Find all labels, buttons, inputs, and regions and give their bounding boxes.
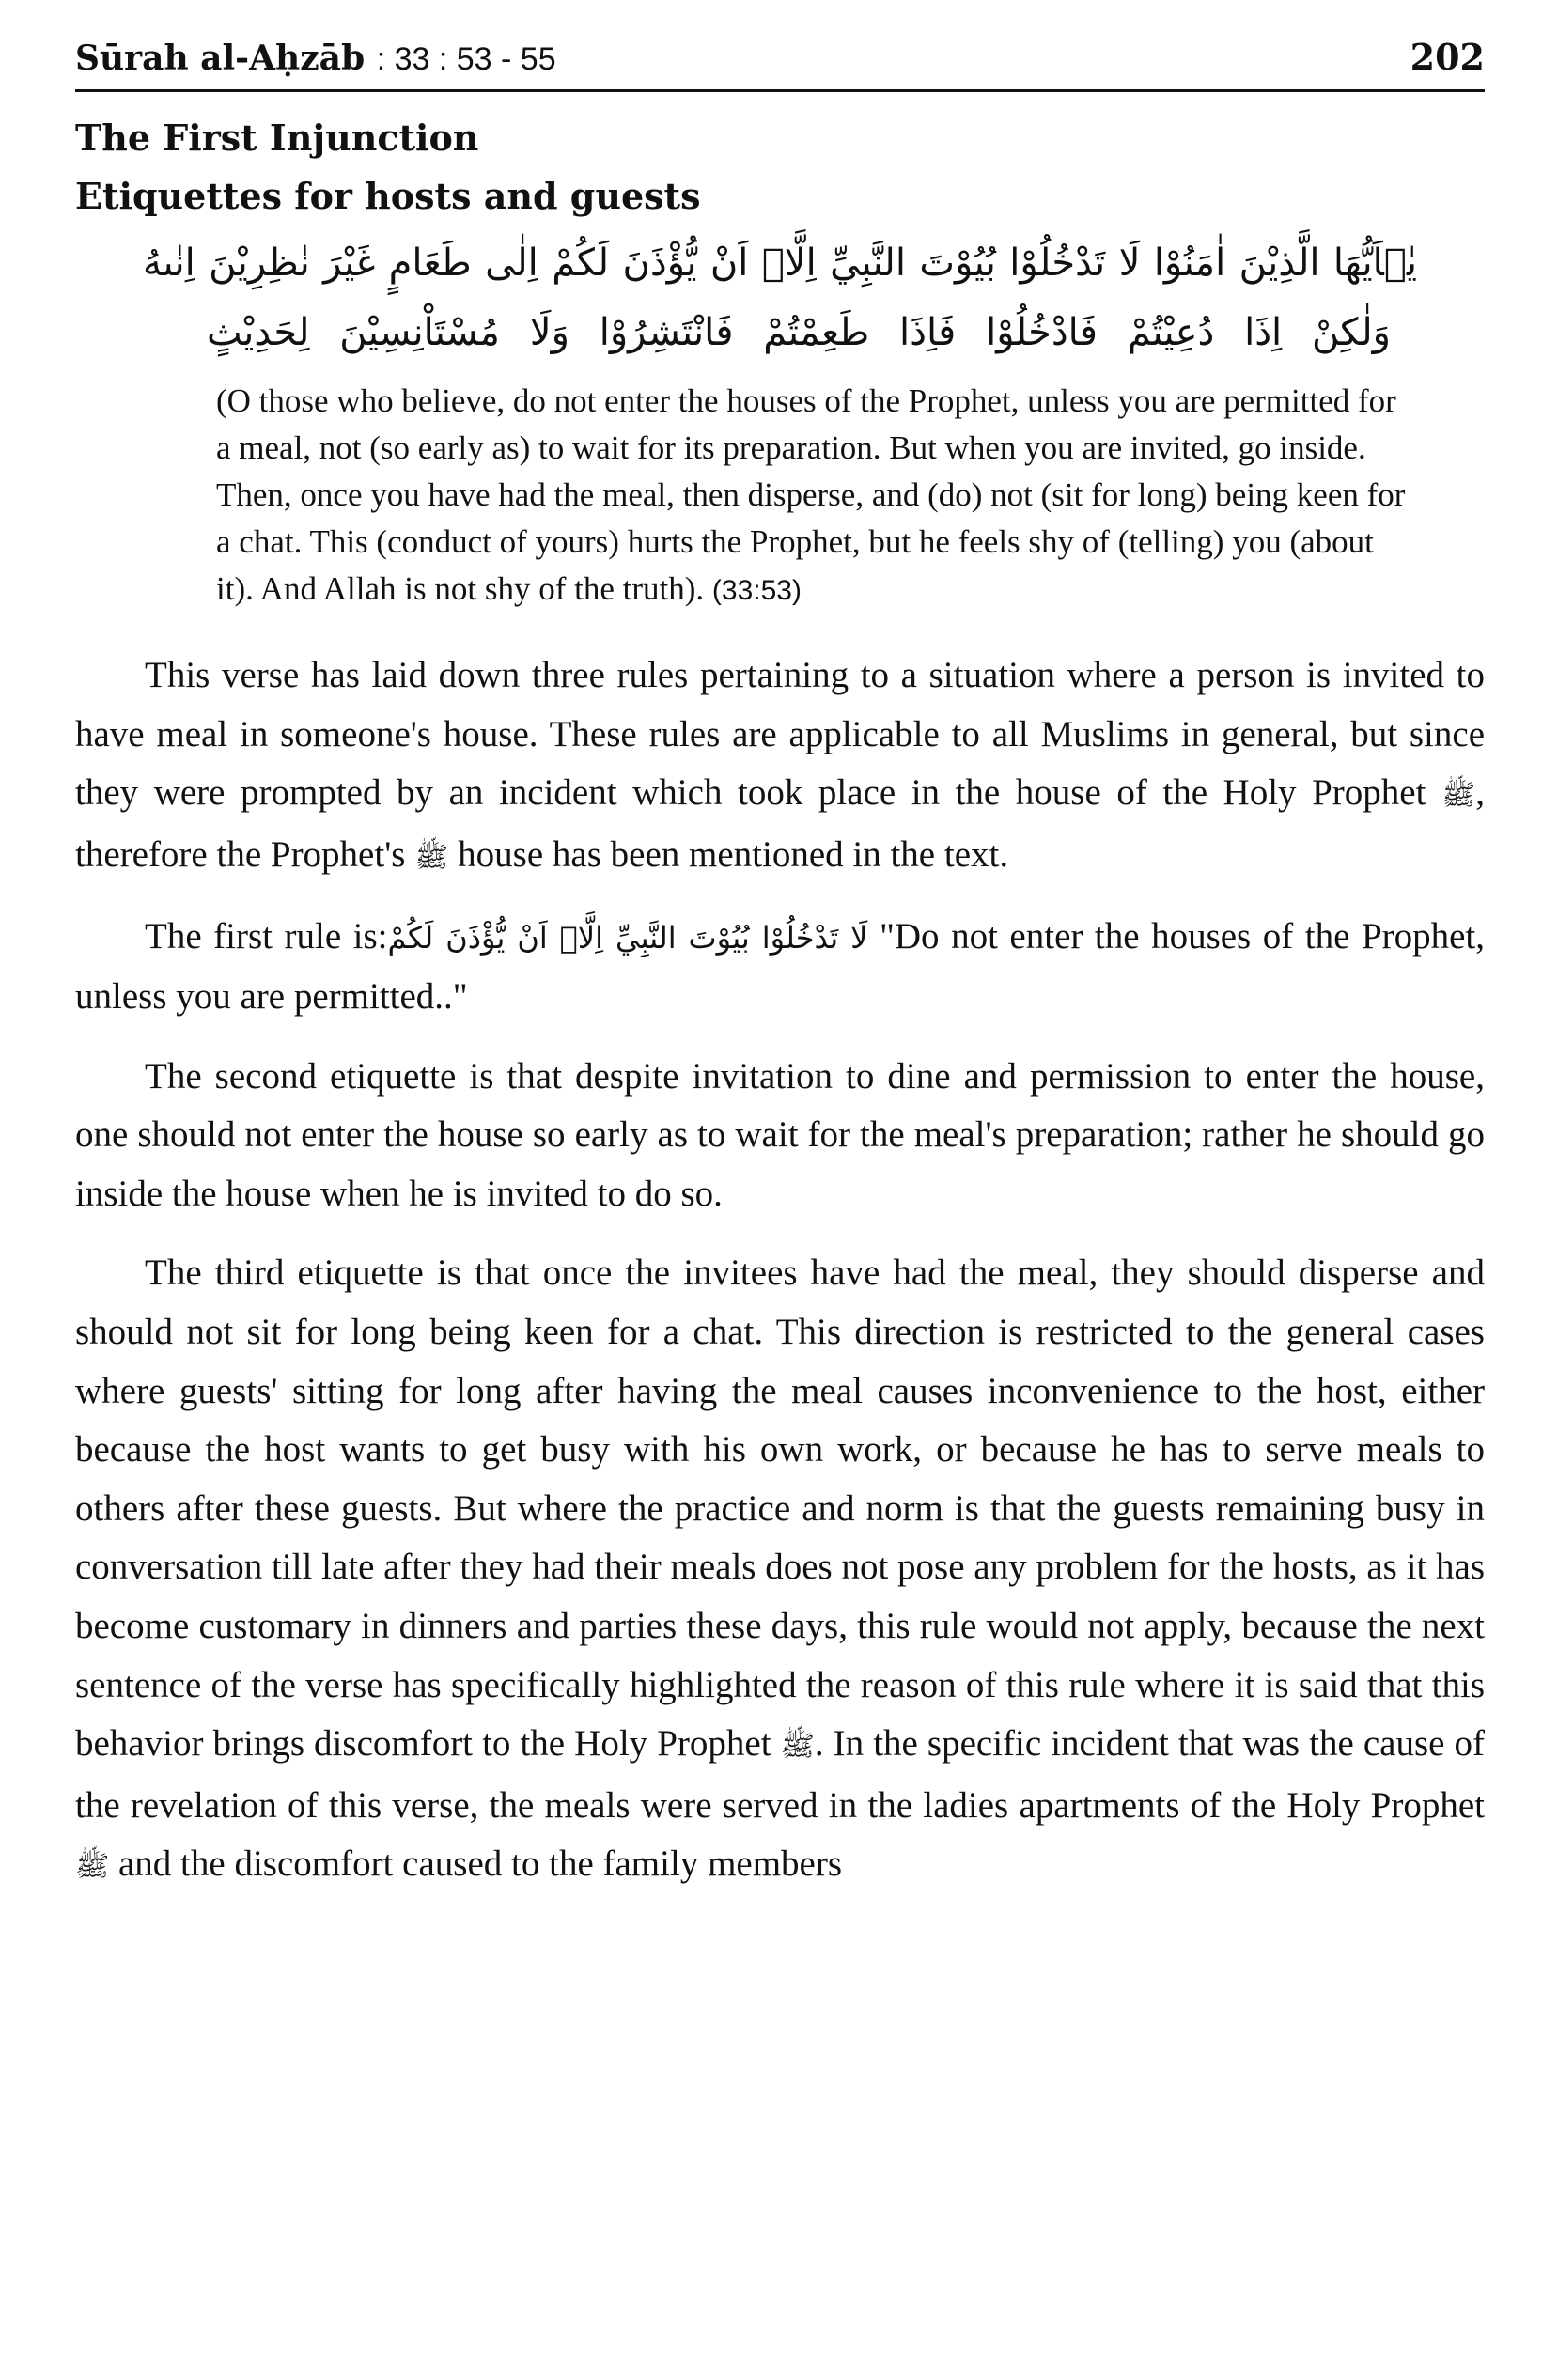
- verse-translation: [216, 378, 1417, 614]
- honorific-icon: ﷺ: [1441, 779, 1476, 813]
- text: The first rule is:: [145, 916, 388, 957]
- text: This verse has laid down three rules pertaining to a situation where a person is invited to have meal in someone's house. These rules are applicable to all Muslims in general, but since they were prompted by an incident which took place in the house of the Holy Prophet: [75, 655, 1485, 814]
- translation-text: (O those who believe, do not enter the houses of the Prophet, unless you are permitted for a meal, not (so early as) to wait for its preparation. But when you are invited, go inside. Then, once you have had the meal, then disperse, and (do) not (sit for long) being keen for a chat. This (conduct of yours) hurts the Prophet, but he feels shy of (telling) you (about it). And Allah is not shy of the truth).: [216, 382, 1406, 607]
- inline-arabic-quote: لَا تَدْخُلُوْا بُيُوْتَ النَّبِيِّ اِلَّاۤ اَنْ يُّؤْذَنَ لَكُمْ: [387, 920, 868, 957]
- section-heading: The First Injunction: [75, 117, 479, 159]
- text: . In the specific incident that was the cause of the revelation of this verse, the meals were served in the ladies apartments of the Holy Prophet: [75, 1723, 1485, 1826]
- page-number: 202: [1410, 36, 1485, 78]
- verse-citation: (33:53): [711, 575, 802, 606]
- honorific-icon: ﷺ: [75, 1850, 110, 1884]
- running-title: [75, 39, 556, 78]
- text: and the discomfort caused to the family members: [118, 1843, 843, 1885]
- text: house has been mentioned in the text.: [458, 833, 1009, 875]
- verse-reference: : 33 : 53 - 55: [376, 41, 556, 77]
- text: The third etiquette is that once the invitees have had the meal, they should disperse and should not sit for long being keen for a chat. This direction is restricted to the general cases where guests' sitting for long after having the meal causes inconvenience to the host, either because the host wants to get busy with his own work, or because he has to serve meals to others after these guests. But where the practice and norm is that the guests remaining busy in conversation till late after they had their meals does not pose any problem for the hosts, as it has become customary in dinners and parties these days, this rule would not apply, because the next sentence of the verse has specifically highlighted the reason of this rule where it is said that this behavior brings discomfort to the Holy Prophet: [75, 1252, 1486, 1765]
- page: [75, 36, 1485, 1897]
- text: , therefore the Prophet's: [75, 772, 1485, 875]
- verse-arabic-line-2: وَلٰكِنْ اِذَا دُعِيْتُمْ فَادْخُلُوْا فَاِذَا طَعِمْتُمْ فَانْتَشِرُوْا وَلَا مُسْتَاْنِسِيْنَ لِحَدِيْثٍ: [207, 311, 1391, 354]
- honorific-icon: ﷺ: [780, 1730, 815, 1764]
- paragraph-third-etiquette: [75, 1244, 1485, 1897]
- running-header: [75, 36, 1485, 92]
- verse-arabic-line-1: يٰۤاَيُّهَا الَّذِيْنَ اٰمَنُوْا لَا تَدْخُلُوْا بُيُوْتَ النَّبِيِّ اِلَّاۤ اَنْ يُّؤْذَنَ لَكُمْ اِلٰى طَعَامٍ غَيْرَ نٰظِرِيْنَ اِنٰىهُ: [143, 241, 1417, 285]
- honorific-icon: ﷺ: [414, 840, 449, 874]
- surah-name: Sūrah al-Aḥzāb: [75, 39, 366, 78]
- subsection-heading: Etiquettes for hosts and guests: [75, 175, 701, 217]
- paragraph-second-etiquette: The second etiquette is that despite invitation to dine and permission to enter the house, one should not enter the house so early as to wait for the meal's preparation; rather he should go inside the house when he is invited to do so.: [75, 1055, 1485, 1214]
- text: "Do not enter the houses of the Prophet, unless you are permitted..": [75, 916, 1486, 1017]
- paragraph-rules-intro: [75, 646, 1485, 887]
- paragraph-first-rule: [75, 908, 1485, 1026]
